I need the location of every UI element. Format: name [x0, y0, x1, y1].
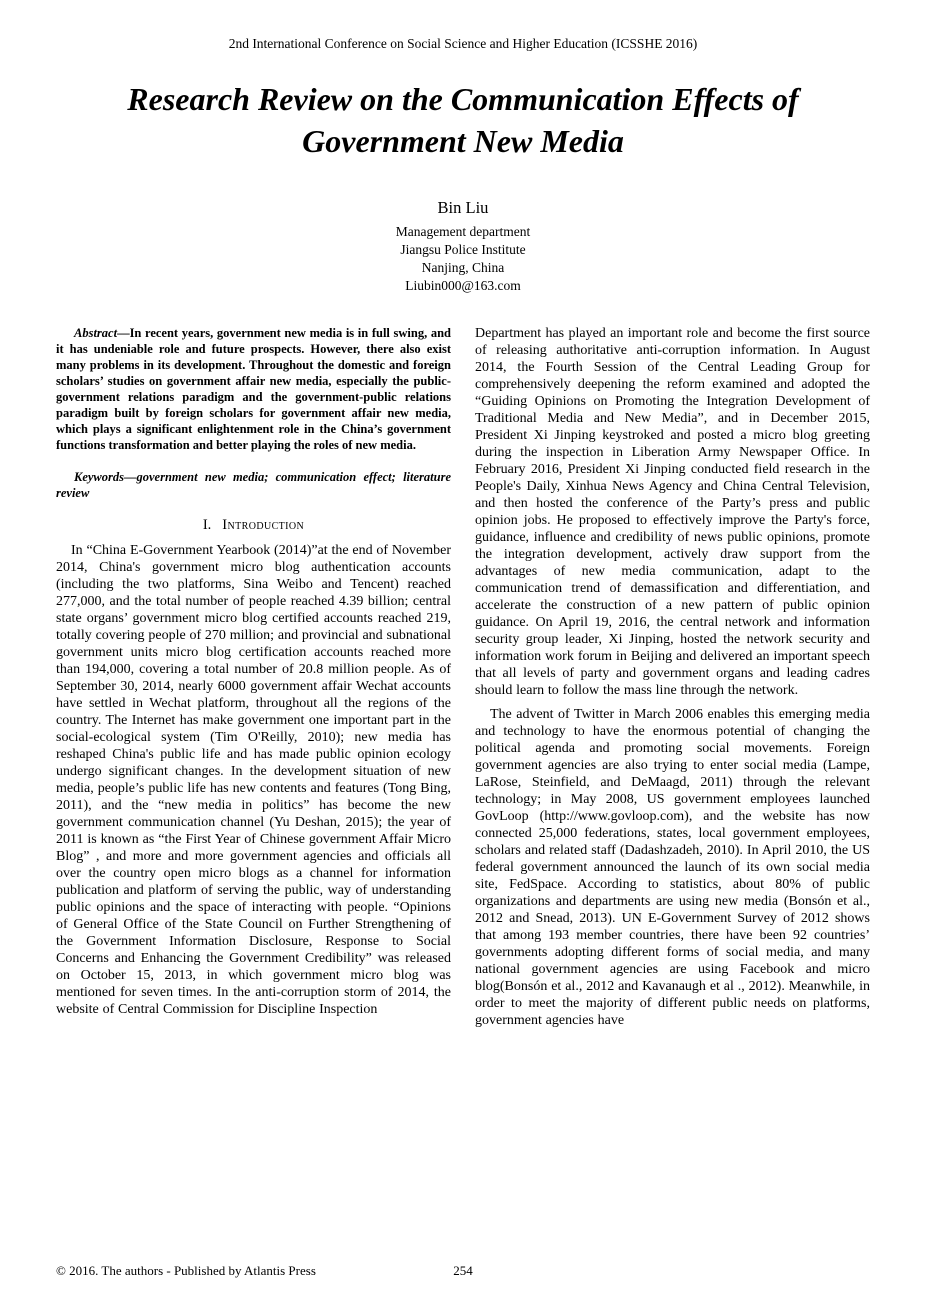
- keywords-label: Keywords: [74, 470, 124, 484]
- introduction-paragraph-continuation: Department has played an important role and become the first source of releasing authoritative anti-corruption information. In August 2014, the Fourth Session of the Central Leading Group for comprehensively deepening the reform examined and adopted the “Guiding Opinions on Promoting the Integration Development of Traditional Media and New Media”, and in December 2015, President Xi Jinping keystroked and posted a micro blog greeting during the inspection in Liberation Army Newspaper Office. In February 2016, President Xi Jinping conducted field research in the People's Daily, Xinhua News Agency and China Central Television, and then hosted the conference of the Party’s press and public opinion jobs. He proposed to effectively improve the Party's force, guidance, influence and credibility of news public opinions, promote the integration development, actively draw support from the advantages of new media communication, adapt to the communication trend of demassification and differentiation, and accelerate the construction of a new pattern of public opinion guidance. On April 19, 2016, the central network and information security group leader, Xi Jinping, hosted the network security and information work forum in Beijing and delivered an important speech that all levels of party and government organs and leading cadres should learn to follow the mass line through the network.: [475, 326, 870, 698]
- section-title: Introduction: [222, 517, 305, 533]
- conference-header: 2nd International Conference on Social Science and Higher Education (ICSSHE 2016): [228, 36, 698, 51]
- two-column-body: [56, 325, 870, 1029]
- author-institute: Jiangsu Police Institute: [400, 242, 526, 257]
- right-column: [475, 325, 870, 1029]
- author-email: Liubin000@163.com: [405, 278, 521, 293]
- copyright-notice: © 2016. The authors - Published by Atlantis Press: [56, 1263, 316, 1278]
- abstract-paragraph: [56, 325, 451, 453]
- author-department: Management department: [395, 224, 531, 239]
- twitter-foreign-government-paragraph: The advent of Twitter in March 2006 enables this emerging media and technology to have the enormous potential of changing the political agenda and promoting social movements. Foreign government agencies are also trying to enter social media (Lampe, LaRose, Steinfield, and DeMaagd, 2011) through the relevant technology; in May 2008, US government employees launched GovLoop (http://www.govloop.com), and the website has now connected 25,000 federations, states, local government employees, scholars and related staff (Dadashzadeh, 2010). In April 2010, the US federal government announced the launch of its own social media site, FedSpace. According to statistics, about 80% of public organizations and departments are using new media (Bonsón et al., 2012 and Snead, 2013). UN E-Government Survey of 2012 shows that among 193 member countries, there have been 92 countries’ governments adopting different forms of social media, and many national government agencies are using Facebook and micro blog(Bonsón et al., 2012 and Kavanaugh et al ., 2012). Meanwhile, in order to meet the majority of different public needs on platforms, government agencies have: [475, 707, 870, 1028]
- abstract-label: Abstract: [74, 326, 118, 340]
- author-name: Bin Liu: [437, 198, 489, 217]
- left-column: [56, 325, 451, 1029]
- keywords-paragraph: [56, 469, 451, 501]
- author-city: Nanjing, China: [421, 260, 505, 275]
- abstract-text: —In recent years, government new media is in full swing, and it has undeniable role and future prospects. However, there also exist many problems in its development. Throughout the domestic and foreign scholars’ studies on government affair new media, especially the public-government relations paradigm and the government-public relations paradigm built by foreign scholars for government affair new media, which plays a significant enlightenment role in the China’s government functions transformation and better playing the roles of new media.: [56, 326, 451, 452]
- page-footer: [56, 1263, 870, 1279]
- paper-title: Research Review on the Communication Effects of Government New Media: [127, 81, 799, 159]
- author-block: [56, 198, 870, 295]
- section-heading-introduction: [56, 516, 451, 535]
- section-number: I.: [202, 517, 212, 533]
- page-number: 254: [453, 1263, 473, 1278]
- introduction-paragraph-left: In “China E-Government Yearbook (2014)”at the end of November 2014, China's government micro blog authentication accounts (including the two platforms, Sina Weibo and Tencent) reached 277,000, and the total number of people reached 4.39 billion; central state organs’ government micro blog certified accounts reached 219, totally covering people of 270 million; and provincial and subnational government units micro blog certification accounts reached more than 194,000, covering a total number of 20.8 million people. As of September 30, 2014, nearly 6000 government affair Wechat accounts have settled in Wechat platform, throughout all the regions of the country. The Internet has make government one important part in the social-ecological system (Tim O'Reilly, 2010); new media has reshaped China's public life and has made public opinion ecology undergo significant changes. In the development situation of new media, people’s public life has new contents and features (Tong Bing, 2011), and the “new media in politics” has become the new government communication channel (Yu Deshan, 2015); the year of 2011 is known as “the First Year of Chinese government Affair Micro Blog” , and more and more government agencies and officials all over the country open micro blogs as a channel for information publication and platform of serving the public, way of understanding public opinions and the space of interacting with people. “Opinions of General Office of the State Council on Further Strengthening of the Government Information Disclosure, Response to Social Concerns and Enhancing the Government Credibility” was released on October 15, 2013, in which government micro blog was mentioned for seven times. In the anti-corruption storm of 2014, the website of Central Commission for Discipline Inspection: [56, 543, 452, 1017]
- keywords-text: —government new media; communication effect; literature review: [56, 470, 451, 500]
